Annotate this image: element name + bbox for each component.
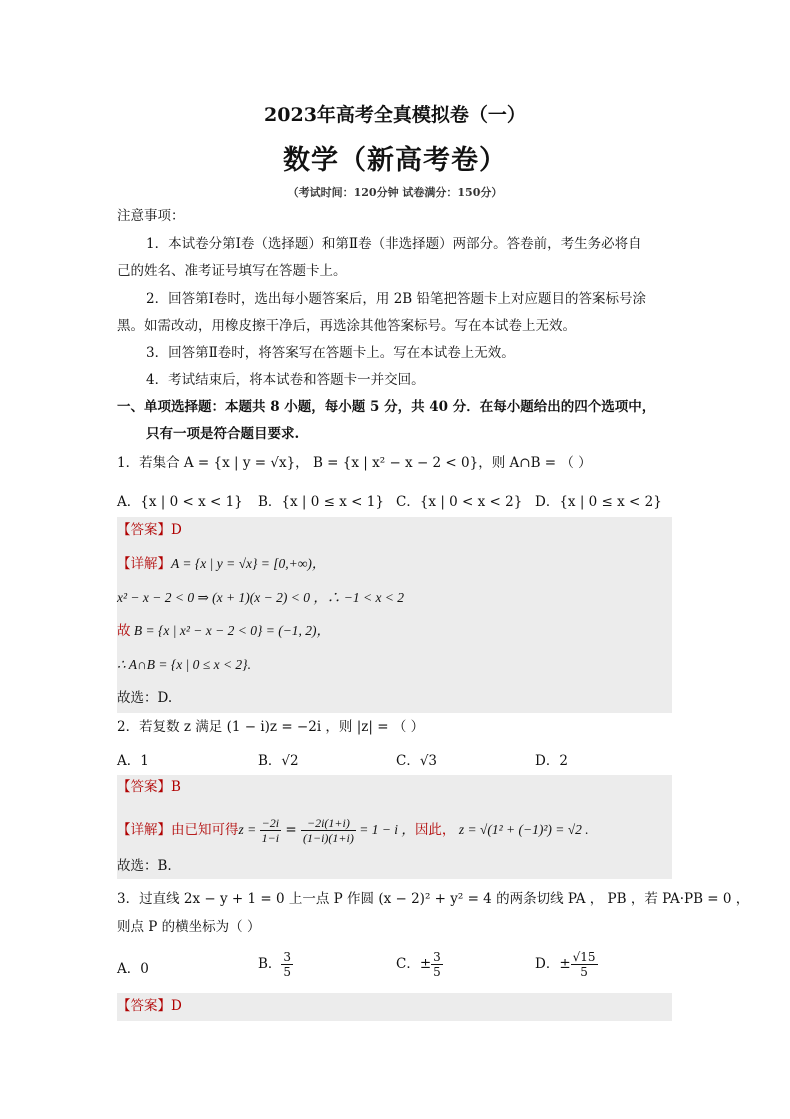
detail-math: = 1 − i ，	[355, 822, 415, 837]
fraction	[301, 816, 356, 845]
notice-heading: 注意事项：	[117, 208, 185, 224]
section-heading-line-1: 一、单项选择题：本题共 8 小题，每小题 5 分，共 40 分．在每小题给出的四个选项中，	[117, 399, 656, 415]
option-prefix: B．	[258, 956, 282, 972]
detail-math: z =	[238, 822, 260, 837]
question-1-option-a: A．{x | 0 < x < 1}	[117, 494, 243, 510]
question-1-stem: 1．若集合 A = {x | y = √x}， B = {x | x² − x − 2 < 0}，则 A∩B = （ ）	[117, 455, 592, 471]
question-3-solution-panel	[117, 993, 672, 1021]
notice-item-2-line-1: 2．回答第Ⅰ卷时，选出每小题答案后，用 2B 铅笔把答题卡上对应题目的答案标号涂	[146, 291, 647, 307]
fraction-denominator: 5	[283, 965, 292, 979]
notice-item-4: 4．考试结束后，将本试卷和答题卡一并交回。	[146, 372, 425, 388]
detail-label: 【详解】	[117, 822, 171, 838]
question-1-detail-line-2: x² − x − 2 < 0 ⇒ (x + 1)(x − 2) < 0 ，∴ −1 < x < 2	[117, 590, 405, 605]
question-3-stem-line-1: 3．过直线 2x − y + 1 = 0 上一点 P 作圆 (x − 2)² + y² = 4 的两条切线 PA ， PB ，若 PA·PB = 0 ，	[117, 891, 750, 907]
fraction-numerator: √15	[572, 950, 596, 964]
fraction-denominator: (1−i)(1+i)	[302, 831, 354, 845]
question-1-option-c: C．{x | 0 < x < 2}	[396, 494, 523, 510]
question-1-detail-line-1	[117, 554, 325, 574]
detail-prefix: 故	[117, 623, 131, 639]
question-2-option-b: B．√2	[258, 753, 299, 769]
fraction-denominator: 5	[433, 965, 441, 979]
detail-text: 由已知可得	[171, 822, 239, 838]
question-3-option-b	[258, 950, 293, 979]
notice-item-1-line-1: 1．本试卷分第Ⅰ卷（选择题）和第Ⅱ卷（非选择题）两部分。答卷前，考生务必将自	[146, 236, 642, 252]
question-2-select: 故选：B.	[117, 858, 172, 874]
notice-item-1-line-2: 己的姓名、准考证号填写在答题卡上。	[117, 263, 347, 279]
question-1-answer: 【答案】D	[117, 522, 182, 538]
question-1-select: 故选：D.	[117, 690, 173, 706]
question-3-answer: 【答案】D	[117, 998, 182, 1014]
question-3-option-a: A．0	[117, 961, 149, 977]
fraction-numerator: 3	[433, 950, 441, 964]
detail-label: 【详解】	[117, 556, 171, 572]
question-3-option-c	[396, 950, 443, 979]
fraction-denominator: 1−i	[261, 831, 280, 845]
question-1-detail-line-4: ∴ A∩B = {x | 0 ≤ x < 2}.	[117, 657, 251, 672]
exam-title: 2023年高考全真模拟卷（一）	[264, 104, 526, 126]
fraction-denominator: 5	[580, 965, 588, 979]
notice-item-2-line-2: 黑。如需改动，用橡皮擦干净后，再选涂其他答案标号。写在本试卷上无效。	[117, 318, 576, 334]
question-1-detail-line-3	[117, 621, 330, 641]
question-2-stem: 2．若复数 z 满足 (1 − i)z = −2i ，则 |z| = （ ）	[117, 719, 425, 735]
fraction	[281, 950, 293, 979]
question-2-option-a: A．1	[117, 753, 149, 769]
detail-text: 因此，	[414, 822, 456, 838]
fraction-numerator: 3	[283, 950, 292, 964]
option-prefix: D．±	[535, 956, 571, 972]
question-1-option-b: B．{x | 0 ≤ x < 1}	[258, 494, 384, 510]
question-2-detail: 【详解】由已知可得z = $\frac{-2i}{1-i}$ = $\frac{-2i(1+i)}{(1-i)(1+i)}$ = 1 − i ，因此， z = √(1² + (−1)²) = √2 .	[117, 816, 589, 845]
exam-info: （考试时间：120分钟 试卷满分：150分）	[287, 186, 503, 199]
notice-item-3: 3．回答第Ⅱ卷时，将答案写在答题卡上。写在本试卷上无效。	[146, 345, 515, 361]
detail-math: B = {x | x² − x − 2 < 0} = (−1, 2)，	[130, 623, 331, 638]
fraction-numerator: −2i	[261, 816, 280, 830]
fraction	[571, 950, 598, 979]
question-1-solution-panel	[117, 517, 672, 713]
fraction	[431, 950, 443, 979]
question-1-option-d: D．{x | 0 ≤ x < 2}	[535, 494, 662, 510]
question-3-stem-line-2: 则点 P 的横坐标为（ ）	[117, 919, 261, 935]
question-3-option-d	[535, 950, 598, 979]
exam-subtitle: 数学（新高考卷）	[283, 145, 507, 176]
question-2-option-d: D．2	[535, 753, 568, 769]
section-heading-line-2: 只有一项是符合题目要求.	[146, 426, 300, 442]
fraction-numerator: −2i(1+i)	[301, 816, 356, 831]
question-2-option-c: C．√3	[396, 753, 438, 769]
detail-math: A = {x | y = √x} = [0,+∞)，	[171, 556, 326, 571]
option-prefix: C．±	[396, 956, 432, 972]
detail-math: z = √(1² + (−1)²) = √2 .	[455, 822, 589, 837]
question-2-answer: 【答案】B	[117, 779, 181, 795]
fraction	[260, 816, 281, 845]
